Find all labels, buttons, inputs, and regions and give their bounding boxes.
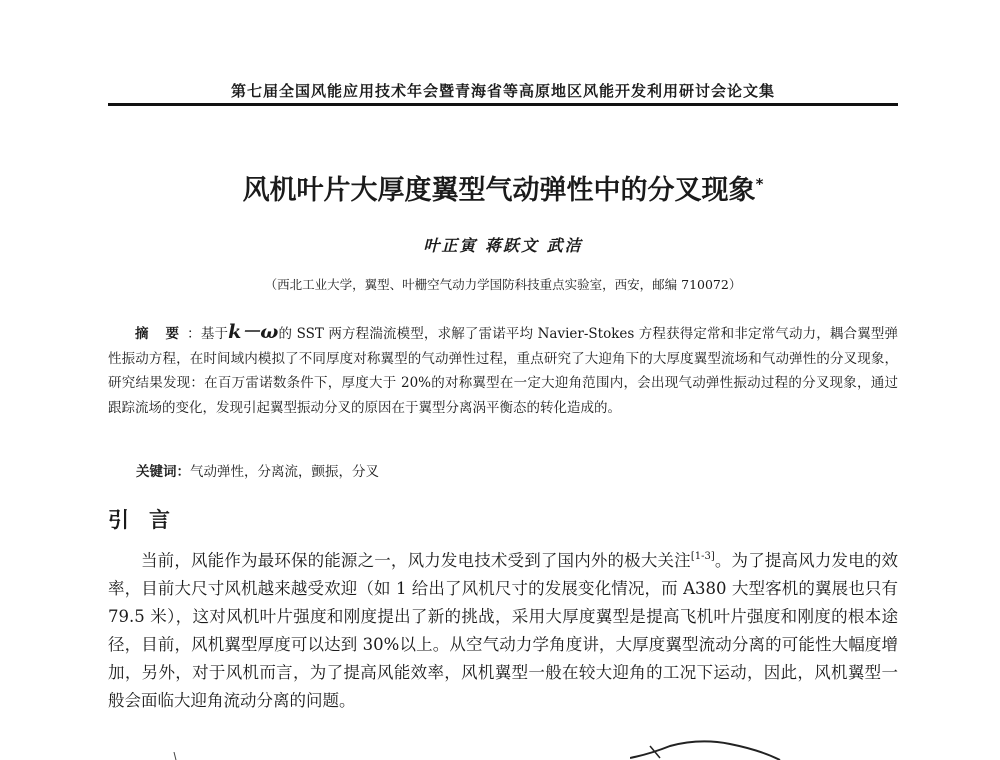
- intro-paragraph: [108, 543, 898, 715]
- intro-text-part2: 。为了提高风力发电的效率，目前大尺寸风机越来越受欢迎（如 1 给出了风机尺寸的发展变化情况，而 A380 大型客机的翼展也只有 79.5 米），这对风机叶片强度和刚度提出了新的挑战，采用大厚度翼型是提高飞机叶片强度和刚度的根本途径，目前，风机翼型厚度可以达到 30%以上。从空气动力学角度讲，大厚度翼型流动分离的可能性大幅度增加，另外，对于风机而言，为了提高风能效率，风机翼型一般在较大迎角的工况下运动，因此，风机翼型一般会面临大迎角流动分离的问题。: [108, 551, 899, 710]
- citation-ref: [1-3]: [690, 551, 715, 562]
- paper-title-text: 风机叶片大厚度翼型气动弹性中的分叉现象: [242, 175, 756, 206]
- paper-title: [108, 168, 898, 207]
- affiliation: （西北工业大学，翼型、叶栅空气动力学国防科技重点实验室，西安，邮编 710072）: [264, 277, 742, 292]
- keywords: [136, 460, 896, 480]
- abstract-lead: ：基于: [187, 326, 229, 342]
- figure-edge-tick: [170, 752, 182, 760]
- section-heading: 引言: [108, 508, 190, 532]
- abstract-label: 摘 要: [135, 326, 186, 342]
- intro-text-part1: 当前，风能作为最环保的能源之一，风力发电技术受到了国内外的极大关注: [141, 551, 691, 570]
- keywords-text: 气动弹性，分离流，颤振，分叉: [190, 464, 379, 480]
- abstract-text: 的 SST 两方程湍流模型，求解了雷诺平均 Navier-Stokes 方程获得定常和非定常气动力，耦合翼型弹性振动方程，在时间域内模拟了不同厚度对称翼型的气动弹性过程，重点研究了大迎角下的大厚度翼型流场和气动弹性的分叉现象，研究结果发现：在百万雷诺数条件下，厚度大于 20%的对称翼型在一定大迎角范围内，会出现气动弹性振动过程的分叉现象，通过跟踪流场的变化，发现引起翼型振动分叉的原因在于翼型分离涡平衡态的转化造成的。: [108, 326, 899, 416]
- running-header: 第七届全国风能应用技术年会暨青海省等高原地区风能开发利用研讨会论文集: [230, 82, 775, 100]
- title-footnote-mark: *: [755, 175, 764, 193]
- header-rule: [108, 103, 898, 106]
- figure-edge-arc: [630, 740, 790, 760]
- authors: 叶正寅 蒋跃文 武洁: [423, 236, 583, 255]
- abstract: [108, 320, 898, 420]
- model-symbol: k－ω: [228, 321, 279, 343]
- keywords-label: 关键词：: [136, 464, 190, 480]
